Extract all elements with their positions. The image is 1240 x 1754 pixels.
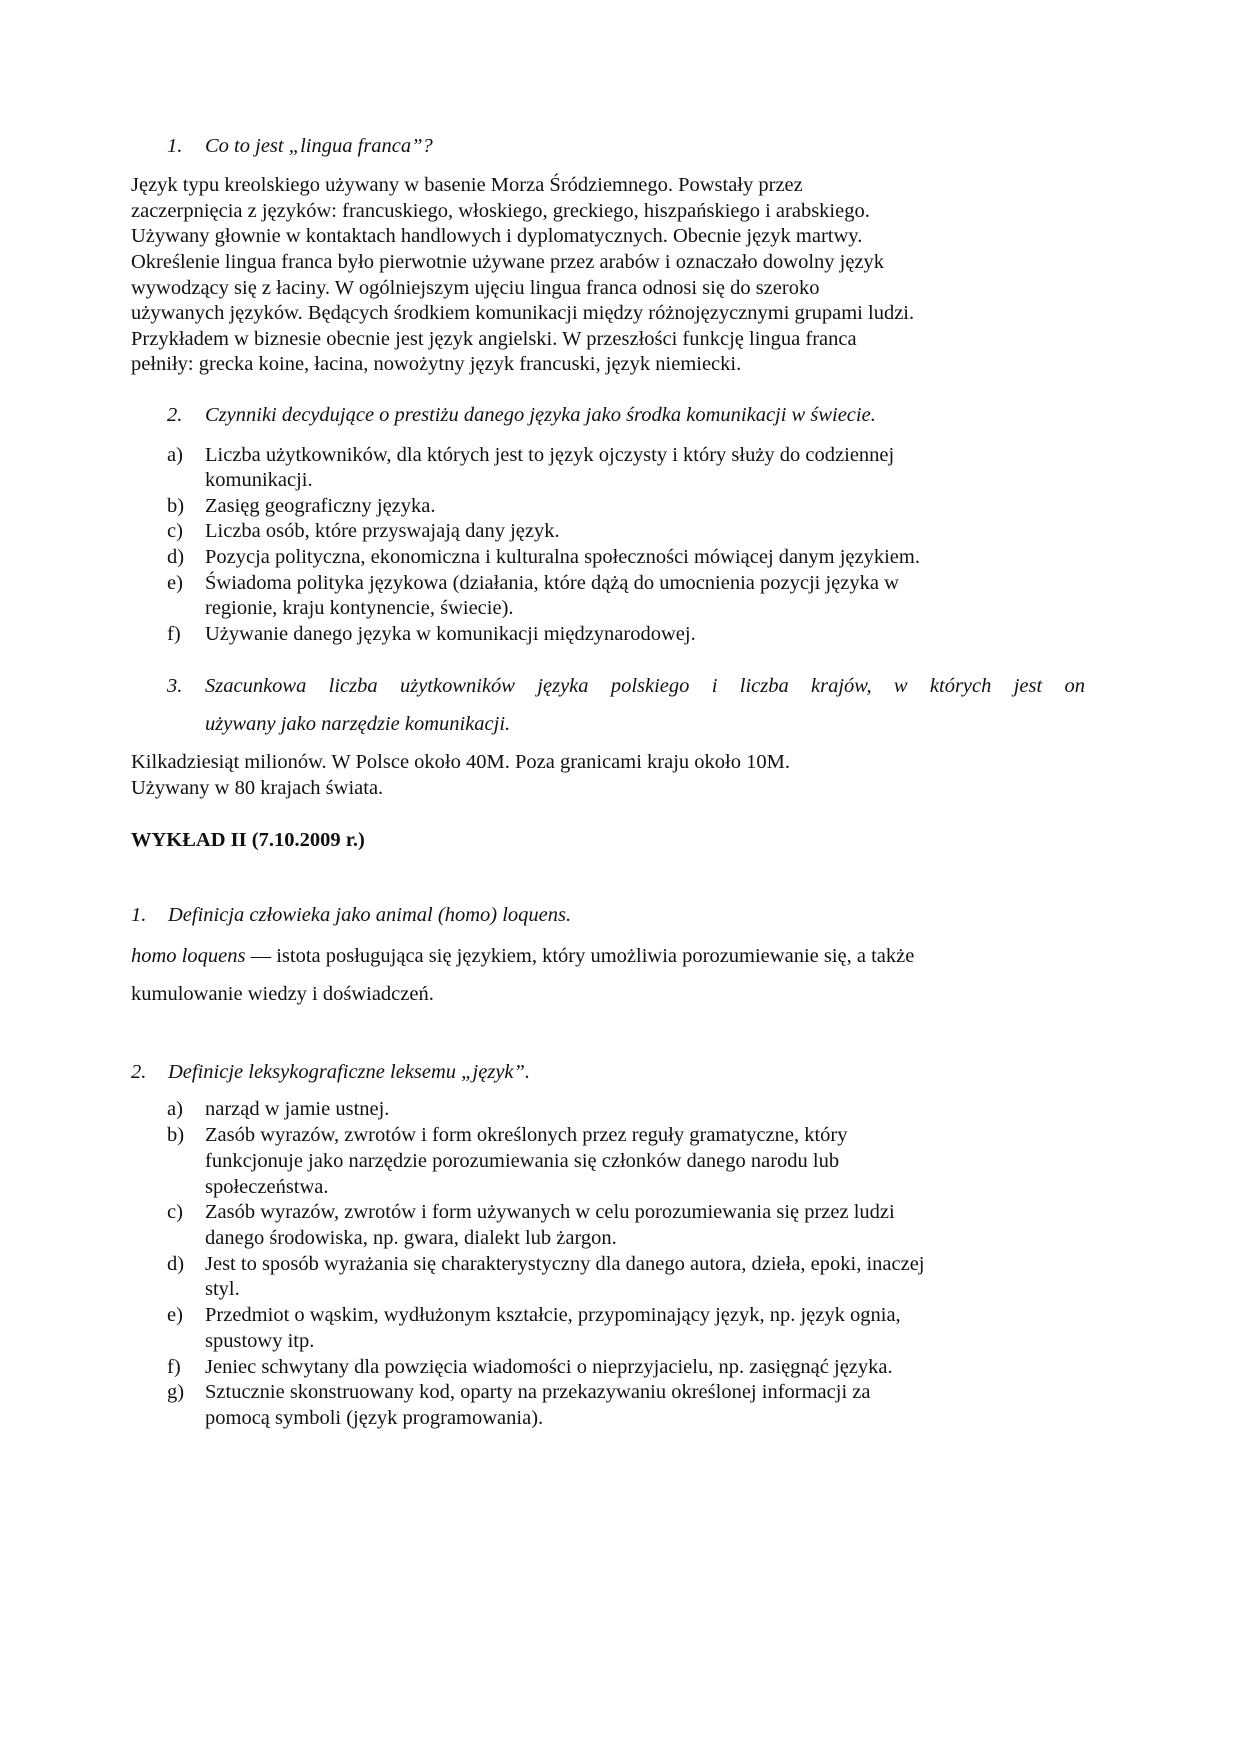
list-item: spustowy itp. — [205, 1330, 315, 1352]
list-item: funkcjonuje jako narzędzie porozumiewania się członków danego narodu lub — [205, 1150, 840, 1172]
question-heading: używany jako narzędzie komunikacji. — [205, 713, 511, 735]
list-marker: g) — [167, 1381, 185, 1403]
list-marker: f) — [167, 1356, 181, 1378]
paragraph-line: Używany głownie w kontaktach handlowych i dyplomatycznych. Obecnie język martwy. — [131, 225, 863, 247]
question-heading: Definicje leksykograficzne leksemu „język”. — [168, 1061, 531, 1083]
question-heading: Szacunkowa liczba użytkowników języka polskiego i liczba krajów, w których jest on — [205, 675, 1085, 697]
list-marker: d) — [167, 1253, 185, 1275]
list-item: Liczba osób, które przyswajają dany język. — [205, 520, 560, 542]
question-number: 2. — [167, 404, 183, 426]
paragraph-line: Przykładem w biznesie obecnie jest język angielski. W przeszłości funkcję lingua franca — [131, 328, 857, 350]
question-heading: Czynniki decydujące o prestiżu danego języka jako środka komunikacji w świecie. — [205, 404, 876, 426]
question-number: 1. — [131, 904, 147, 926]
list-item: Sztucznie skonstruowany kod, oparty na przekazywaniu określonej informacji za — [205, 1381, 871, 1403]
paragraph-line: pełniły: grecka koine, łacina, nowożytny język francuski, język niemiecki. — [131, 353, 742, 375]
list-item: Zasób wyrazów, zwrotów i form określonych przez reguły gramatyczne, który — [205, 1124, 848, 1146]
paragraph-line: używanych języków. Będących środkiem komunikacji między różnojęzycznymi grupami ludzi. — [131, 302, 915, 324]
list-item: regionie, kraju kontynencie, świecie). — [205, 597, 514, 619]
definition: — istota posługująca się językiem, który umożliwia porozumiewanie się, a także — [245, 945, 915, 967]
list-item: Liczba użytkowników, dla których jest to język ojczysty i który służy do codziennej — [205, 444, 895, 466]
question-heading: Co to jest „lingua franca”? — [205, 135, 433, 157]
paragraph-line: wywodzący się z łaciny. W ogólniejszym ujęciu lingua franca odnosi się do szeroko — [131, 277, 820, 299]
list-item: komunikacji. — [205, 469, 313, 491]
list-item: Przedmiot o wąskim, wydłużonym kształcie, przypominający język, np. język ognia, — [205, 1304, 901, 1326]
paragraph-line: Określenie lingua franca było pierwotnie używane przez arabów i oznaczało dowolny język — [131, 251, 885, 273]
list-marker: c) — [167, 1201, 183, 1223]
list-item: Zasób wyrazów, zwrotów i form używanych w celu porozumiewania się przez ludzi — [205, 1201, 895, 1223]
paragraph-line: zaczerpnięcia z języków: francuskiego, włoskiego, greckiego, hiszpańskiego i arabskiego. — [131, 200, 870, 222]
list-item: Używanie danego języka w komunikacji międzynarodowej. — [205, 623, 696, 645]
lecture-heading: WYKŁAD II (7.10.2009 r.) — [131, 829, 365, 851]
list-item: społeczeństwa. — [205, 1176, 329, 1198]
list-item: styl. — [205, 1278, 240, 1300]
term: homo loquens — [131, 945, 246, 967]
list-marker: b) — [167, 1124, 185, 1146]
paragraph-line: Język typu kreolskiego używany w basenie Morza Śródziemnego. Powstały przez — [131, 174, 803, 196]
list-item: Świadoma polityka językowa (działania, które dążą do umocnienia pozycji języka w — [205, 572, 899, 594]
question-heading: Definicja człowieka jako animal (homo) loquens. — [168, 904, 572, 926]
paragraph-line — [131, 943, 914, 969]
list-item: pomocą symboli (język programowania). — [205, 1407, 544, 1429]
paragraph-line: Kilkadziesiąt milionów. W Polsce około 40M. Poza granicami kraju około 10M. — [131, 751, 790, 773]
paragraph-line: Używany w 80 krajach świata. — [131, 777, 384, 799]
paragraph-line: kumulowanie wiedzy i doświadczeń. — [131, 983, 434, 1005]
question-number: 3. — [167, 675, 183, 697]
list-item: Zasięg geograficzny języka. — [205, 495, 436, 517]
list-marker: b) — [167, 495, 185, 517]
list-item: Jeniec schwytany dla powzięcia wiadomości o nieprzyjacielu, np. zasięgnąć języka. — [205, 1356, 893, 1378]
list-marker: a) — [167, 444, 183, 466]
list-item: Jest to sposób wyrażania się charakterystyczny dla danego autora, dzieła, epoki, inaczej — [205, 1253, 925, 1275]
list-item: narząd w jamie ustnej. — [205, 1098, 390, 1120]
list-marker: d) — [167, 546, 185, 568]
question-number: 1. — [167, 135, 183, 157]
list-marker: a) — [167, 1098, 183, 1120]
list-item: danego środowiska, np. gwara, dialekt lub żargon. — [205, 1227, 617, 1249]
list-marker: e) — [167, 572, 183, 594]
question-number: 2. — [131, 1061, 147, 1083]
list-marker: c) — [167, 520, 183, 542]
list-marker: e) — [167, 1304, 183, 1326]
list-marker: f) — [167, 623, 181, 645]
list-item: Pozycja polityczna, ekonomiczna i kulturalna społeczności mówiącej danym językiem. — [205, 546, 920, 568]
